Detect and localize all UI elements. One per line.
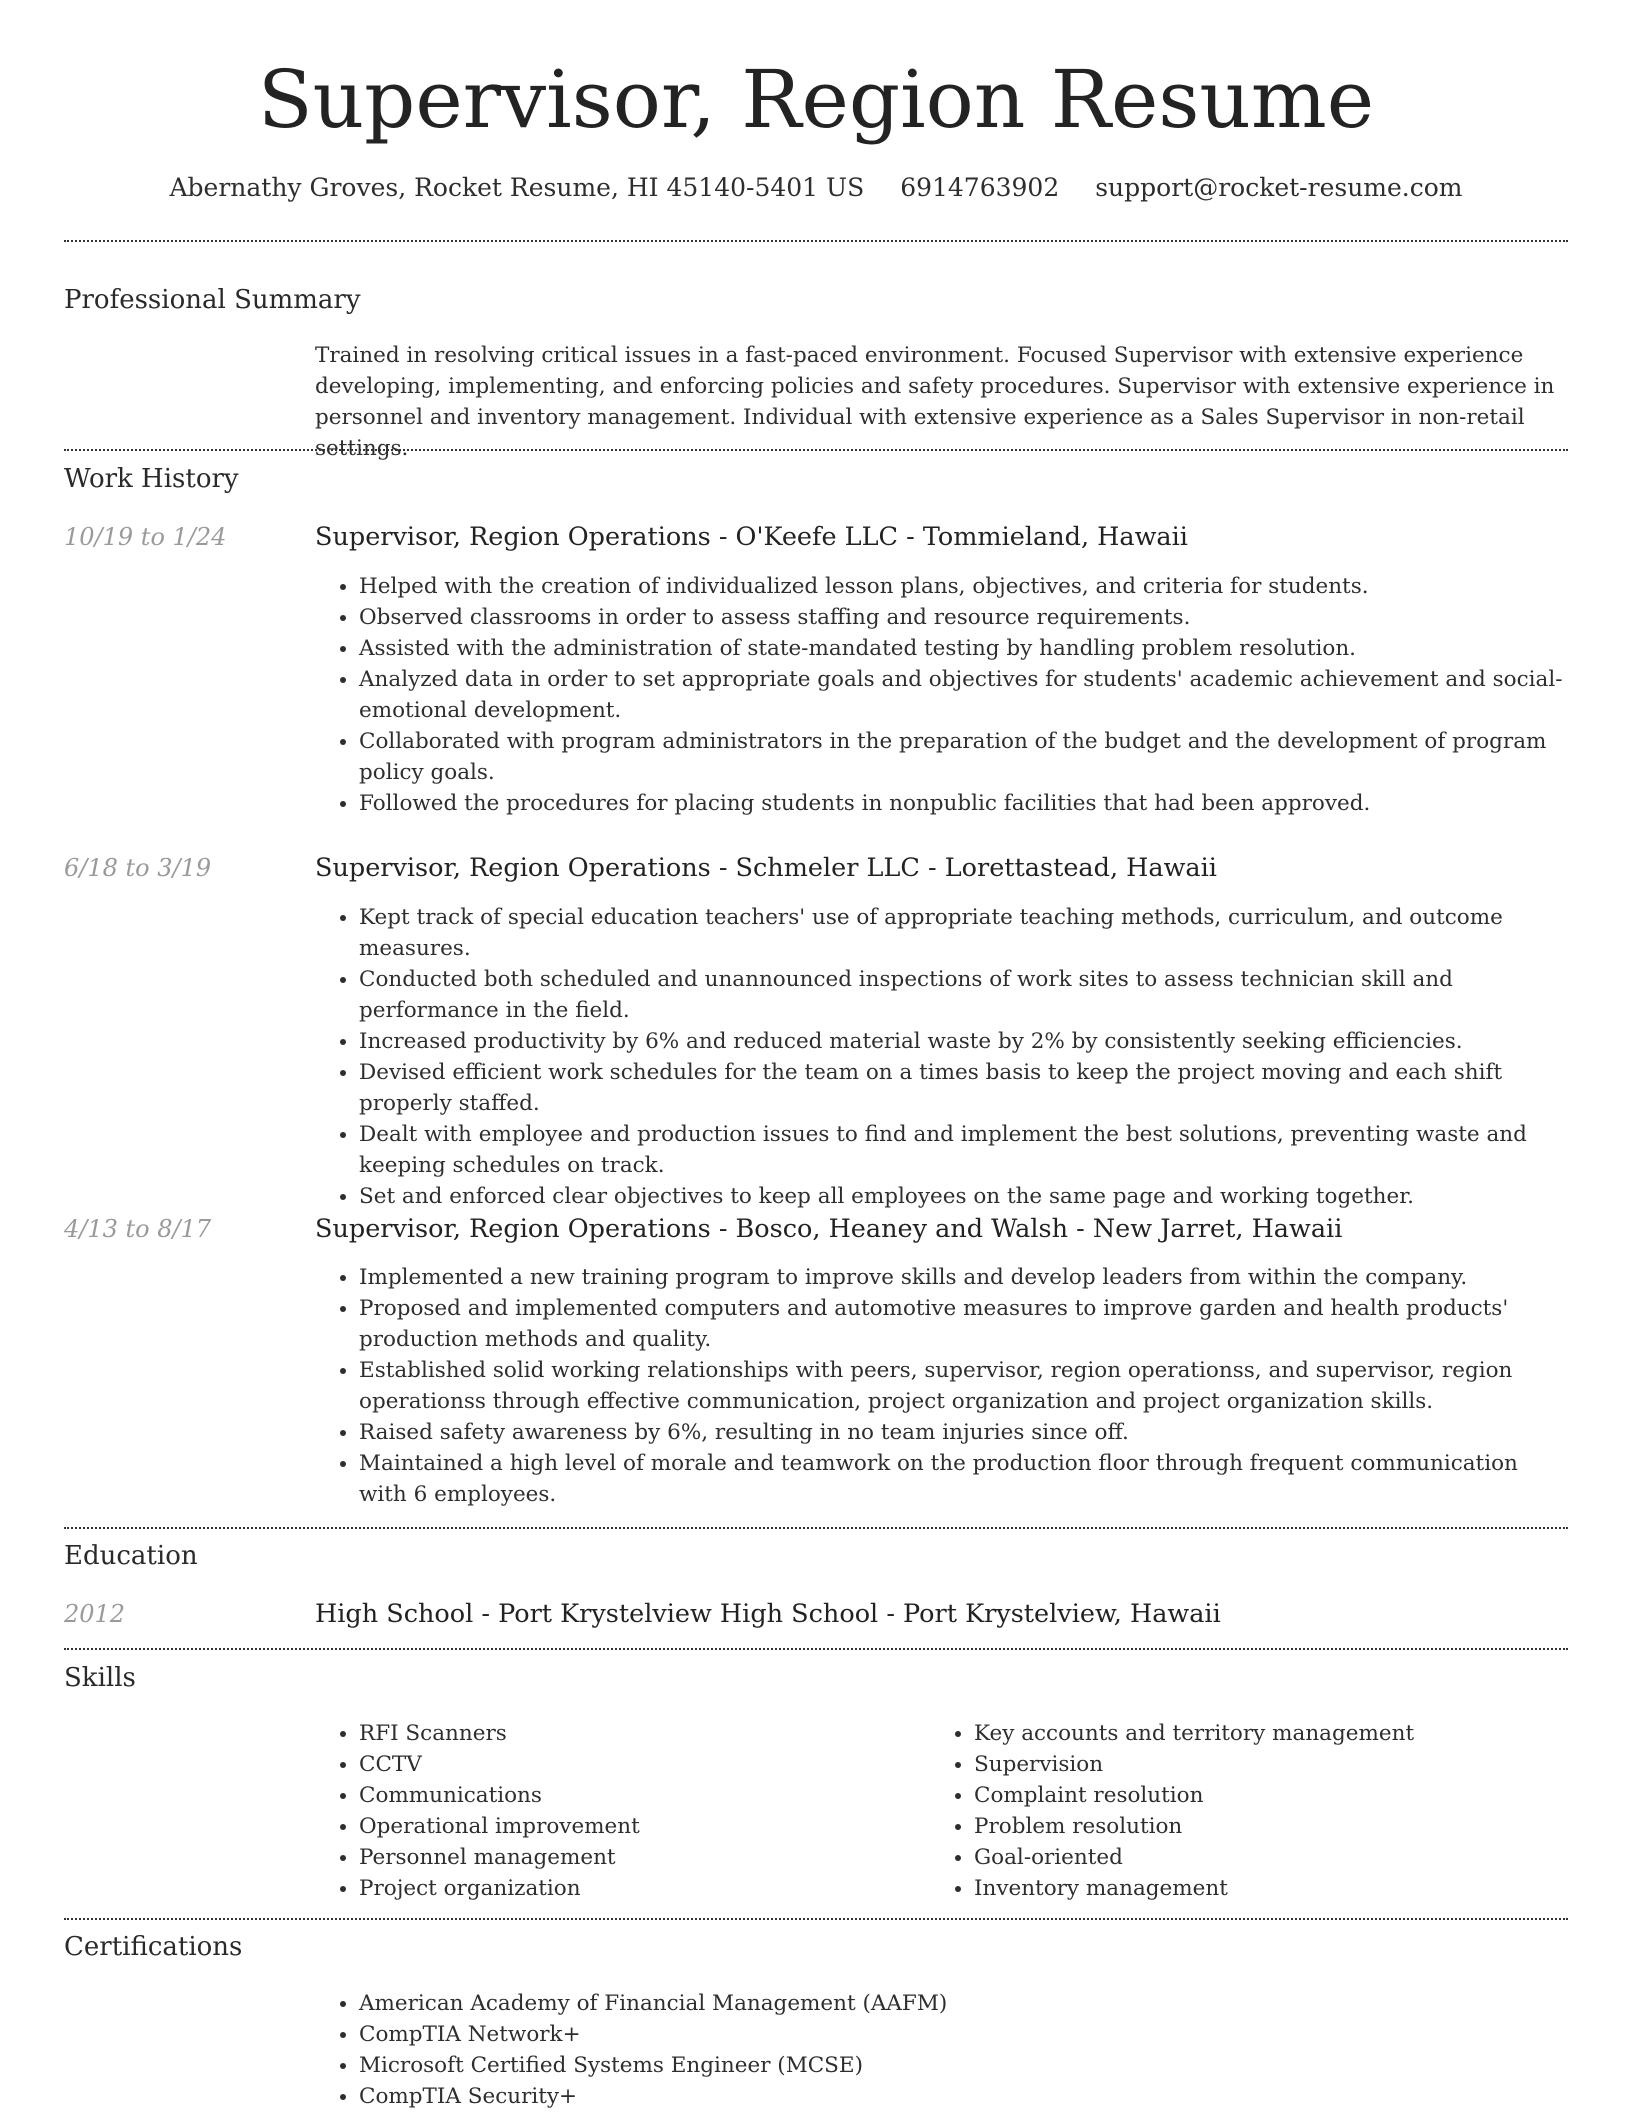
skill-item: • Complaint resolution	[974, 1780, 1569, 1811]
contact-email: support@rocket-resume.com	[1095, 173, 1463, 202]
job-bullets	[315, 902, 1570, 1212]
job-bullet: • Increased productivity by 6% and reduced material waste by 2% by consistently seeking efficiencies.	[359, 1026, 1570, 1057]
skill-item: • Operational improvement	[359, 1811, 930, 1842]
skill-item: • CCTV	[359, 1749, 930, 1780]
job-bullet: • Conducted both scheduled and unannounced inspections of work sites to assess technician skill and performance in the field.	[359, 964, 1570, 1026]
job-bullet: • Set and enforced clear objectives to keep all employees on the same page and working together.	[359, 1181, 1570, 1212]
certification-item: • CompTIA Security+	[359, 2081, 1570, 2112]
job-bullet: • Helped with the creation of individualized lesson plans, objectives, and criteria for students.	[359, 571, 1570, 602]
skill-item: • Supervision	[974, 1749, 1569, 1780]
summary-text: Trained in resolving critical issues in a fast-paced environment. Focused Supervisor with extensive experience developing, implementing, and enforcing policies and safety procedures. Supervisor with extensive experience in personnel and inventory management. Individual with extensive experience as a Sales Supervisor in non-retail settings.	[315, 343, 1555, 461]
education-entry: High School - Port Krystelview High School - Port Krystelview, Hawaii	[315, 1599, 1221, 1629]
section-title-certifications: Certifications	[64, 1932, 243, 1962]
job-title: Supervisor, Region Operations - Bosco, Heaney and Walsh - New Jarret, Hawaii	[315, 1214, 1343, 1244]
job-bullet: • Established solid working relationships with peers, supervisor, region operationss, and supervisor, region operationss through effective communication, project organization and project organization skills.	[359, 1355, 1570, 1417]
divider	[64, 449, 1568, 451]
job-title: Supervisor, Region Operations - Schmeler LLC - Lorettastead, Hawaii	[315, 853, 1217, 883]
resume-title: Supervisor, Region Resume	[257, 53, 1375, 146]
job-dates: 6/18 to 3/19	[64, 854, 212, 882]
job-dates: 10/19 to 1/24	[64, 523, 227, 551]
job-bullet: • Analyzed data in order to set appropriate goals and objectives for students' academic achievement and social-emotional development.	[359, 664, 1570, 726]
job-dates: 4/13 to 8/17	[64, 1215, 212, 1243]
job-bullets	[315, 1262, 1570, 1510]
education-year: 2012	[64, 1600, 126, 1628]
skill-item: • Inventory management	[974, 1873, 1569, 1904]
job-bullet: • Proposed and implemented computers and automotive measures to improve garden and health products' production methods and quality.	[359, 1293, 1570, 1355]
job-bullet: • Followed the procedures for placing students in nonpublic facilities that had been approved.	[359, 788, 1570, 819]
skill-item: • RFI Scanners	[359, 1718, 930, 1749]
divider	[64, 1918, 1568, 1920]
contact-address: Abernathy Groves, Rocket Resume, HI 45140-5401 US	[169, 173, 865, 202]
job-bullets	[315, 571, 1570, 819]
skills-list-right	[930, 1718, 1569, 1904]
job-bullet: • Collaborated with program administrators in the preparation of the budget and the development of program policy goals.	[359, 726, 1570, 788]
skill-item: • Problem resolution	[974, 1811, 1569, 1842]
certification-item: • CompTIA Network+	[359, 2019, 1570, 2050]
job-bullet: • Dealt with employee and production issues to find and implement the best solutions, preventing waste and keeping schedules on track.	[359, 1119, 1570, 1181]
certifications-list	[315, 1988, 1570, 2112]
job-bullet: • Kept track of special education teachers' use of appropriate teaching methods, curriculum, and outcome measures.	[359, 902, 1570, 964]
contact-phone: 6914763902	[900, 173, 1060, 202]
job-bullet: • Raised safety awareness by 6%, resulting in no team injuries since off.	[359, 1417, 1570, 1448]
job-bullet: • Observed classrooms in order to assess staffing and resource requirements.	[359, 602, 1570, 633]
skills-list-left	[315, 1718, 930, 1904]
contact-line	[0, 170, 1632, 206]
divider	[64, 1527, 1568, 1529]
certification-item: • Microsoft Certified Systems Engineer (MCSE)	[359, 2050, 1570, 2081]
job-bullet: • Devised efficient work schedules for the team on a times basis to keep the project moving and each shift properly staffed.	[359, 1057, 1570, 1119]
divider	[64, 1648, 1568, 1650]
skill-item: • Key accounts and territory management	[974, 1718, 1569, 1749]
divider	[64, 240, 1568, 242]
skill-item: • Project organization	[359, 1873, 930, 1904]
skill-item: • Communications	[359, 1780, 930, 1811]
section-title-work-history: Work History	[64, 464, 239, 494]
skill-item: • Personnel management	[359, 1842, 930, 1873]
job-bullet: • Maintained a high level of morale and teamwork on the production floor through frequent communication with 6 employees.	[359, 1448, 1570, 1510]
skill-item: • Goal-oriented	[974, 1842, 1569, 1873]
section-title-education: Education	[64, 1541, 198, 1571]
section-title-summary: Professional Summary	[64, 285, 361, 315]
job-title: Supervisor, Region Operations - O'Keefe LLC - Tommieland, Hawaii	[315, 522, 1188, 552]
section-title-skills: Skills	[64, 1663, 136, 1693]
job-bullet: • Assisted with the administration of state-mandated testing by handling problem resolution.	[359, 633, 1570, 664]
job-bullet: • Implemented a new training program to improve skills and develop leaders from within the company.	[359, 1262, 1570, 1293]
certification-item: • American Academy of Financial Management (AAFM)	[359, 1988, 1570, 2019]
